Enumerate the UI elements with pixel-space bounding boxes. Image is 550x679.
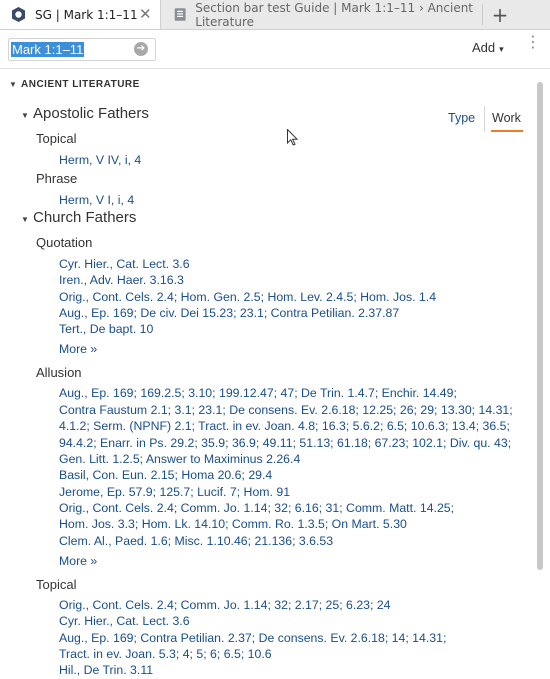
collapse-caret-icon: ▼ — [21, 111, 29, 120]
tab-title: Section bar test Guide | Mark 1:1–11 › Ancient Literature — [195, 0, 474, 29]
reference-input[interactable]: Mark 1:1–11 — [12, 42, 84, 57]
toggle-type[interactable]: Type — [448, 111, 476, 125]
group-title: Church Fathers — [33, 209, 137, 226]
reference-link[interactable]: Aug., Ep. 169; De civ. Dei 15.23; 23.1; Contra Petilian. 2.37.87 — [59, 306, 400, 320]
group-apostolic-fathers[interactable] — [21, 105, 149, 122]
more-options-icon[interactable]: ⋮ — [525, 32, 541, 51]
collapse-caret-icon: ▼ — [9, 80, 18, 89]
subheading-topical: Topical — [36, 131, 77, 146]
go-arrow-icon[interactable]: ➔ — [134, 42, 148, 56]
reference-box[interactable] — [8, 38, 156, 61]
close-icon[interactable]: ✕ — [139, 5, 152, 23]
tab-title: SG | Mark 1:1–11 — [35, 7, 138, 22]
reference-link[interactable]: Tract. in ev. Joan. 5.3; 4; 5; 6; 6.5; 10.6 — [59, 647, 272, 661]
reference-link[interactable]: Hil., De Trin. 3.11 — [59, 663, 154, 677]
tab-mark-guide[interactable] — [0, 0, 161, 29]
reference-link[interactable]: 94.4.2; Enarr. in Ps. 29.2; 35.9; 36.9; 49.11; 51.13; 61.18; 67.23; 102.1; Div. qu. 43; — [59, 436, 512, 450]
reference-link[interactable]: Tert., De bapt. 10 — [59, 322, 154, 336]
add-label: Add — [472, 40, 496, 55]
tab-section-bar-guide[interactable] — [161, 0, 481, 29]
section-header[interactable] — [9, 79, 140, 90]
collapse-caret-icon: ▼ — [21, 215, 29, 224]
tab-bar — [0, 0, 550, 30]
bookmark-icon — [173, 6, 187, 23]
toggle-work[interactable]: Work — [492, 111, 521, 125]
guide-content — [0, 70, 535, 679]
reference-link[interactable]: Hom. Jos. 3.3; Hom. Lk. 14.10; Comm. Ro. 1.3.5; On Mart. 5.30 — [59, 517, 407, 531]
section-title: ANCIENT LITERATURE — [21, 79, 140, 90]
new-tab-plus-icon[interactable]: + — [491, 2, 509, 27]
add-button[interactable] — [472, 40, 504, 55]
reference-link[interactable]: Orig., Cont. Cels. 2.4; Hom. Gen. 2.5; Hom. Lev. 2.4.5; Hom. Jos. 1.4 — [59, 290, 437, 304]
group-title: Apostolic Fathers — [33, 105, 149, 122]
toggle-active-indicator — [491, 130, 523, 132]
vertical-scrollbar[interactable] — [537, 82, 543, 570]
reference-link[interactable]: Jerome, Ep. 57.9; 125.7; Lucif. 7; Hom. 91 — [59, 485, 291, 499]
reference-link[interactable]: Orig., Cont. Cels. 2.4; Comm. Jo. 1.14; 32; 2.17; 25; 6.23; 24 — [59, 598, 391, 612]
subheading-phrase: Phrase — [36, 171, 78, 186]
reference-link[interactable]: Cyr. Hier., Cat. Lect. 3.6 — [59, 614, 190, 628]
subheading-quotation: Quotation — [36, 235, 93, 250]
subheading-allusion: Allusion — [36, 365, 82, 380]
more-link[interactable]: More » — [59, 342, 98, 356]
reference-link[interactable]: Aug., Ep. 169; 169.2.5; 3.10; 199.12.47; 47; De Trin. 1.4.7; Enchir. 14.49; — [59, 386, 457, 400]
more-link[interactable]: More » — [59, 554, 98, 568]
reference-link[interactable]: Iren., Adv. Haer. 3.16.3 — [59, 273, 184, 287]
reference-link[interactable]: Aug., Ep. 169; Contra Petilian. 2.37; De consens. Ev. 2.6.18; 14; 14.31; — [59, 631, 447, 645]
subheading-topical: Topical — [36, 577, 77, 592]
reference-link[interactable]: Clem. Al., Paed. 1.6; Misc. 1.10.46; 21.136; 3.6.53 — [59, 534, 334, 548]
mouse-cursor-icon — [287, 129, 298, 146]
tab-separator — [482, 4, 483, 25]
reference-link[interactable]: Cyr. Hier., Cat. Lect. 3.6 — [59, 257, 190, 271]
reference-link[interactable]: Basil, Con. Eun. 2.15; Homa 20.6; 29.4 — [59, 468, 273, 482]
reference-link[interactable]: Contra Faustum 2.1; 3.1; 23.1; De consens. Ev. 2.6.18; 12.25; 26; 29; 13.30; 14.31; — [59, 403, 513, 417]
reference-link[interactable]: Herm, V I, i, 4 — [59, 193, 135, 207]
toggle-divider — [484, 106, 485, 132]
reference-link[interactable]: Orig., Cont. Cels. 2.4; Comm. Jo. 1.14; 32; 6.16; 31; Comm. Matt. 14.25; — [59, 501, 455, 515]
chevron-down-icon: ▾ — [499, 44, 504, 54]
toolbar — [0, 30, 550, 69]
reference-link[interactable]: 4.1.2; Serm. (NPNF) 2.1; Tract. in ev. Joan. 4.8; 16.3; 5.6.2; 6.5; 10.6.3; 13.4; 36.5; — [59, 419, 510, 433]
group-church-fathers[interactable] — [21, 209, 136, 226]
guide-icon — [10, 6, 27, 23]
reference-link[interactable]: Gen. Litt. 1.2.5; Answer to Maximinus 2.26.4 — [59, 452, 301, 466]
reference-link[interactable]: Herm, V IV, i, 4 — [59, 153, 142, 167]
